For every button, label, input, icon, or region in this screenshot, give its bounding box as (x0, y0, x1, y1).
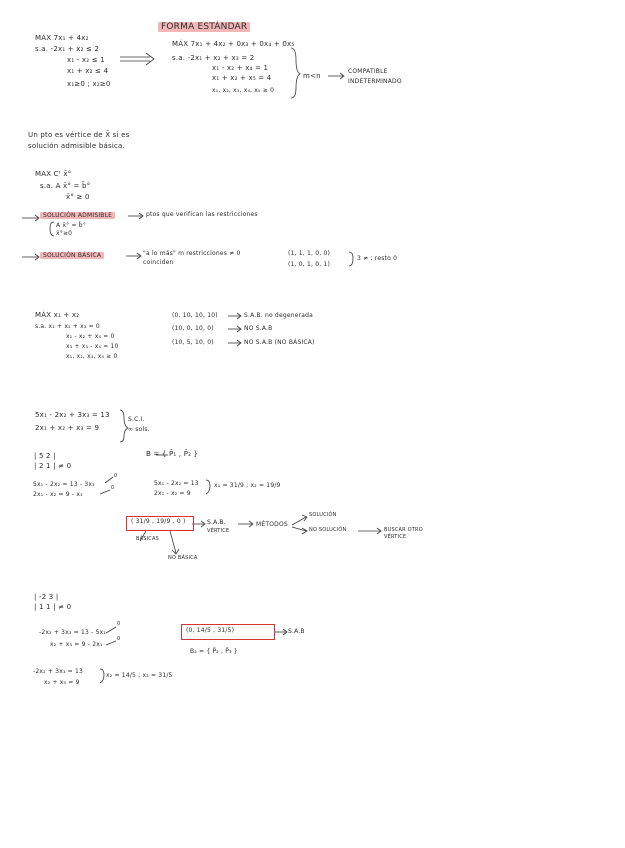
s3-sub1: 5x₁ - 2x₂ = 13 - 3x₃ (33, 481, 95, 488)
s3-xvals: x₁ = 31/9 ; x₂ = 19/9 (214, 482, 281, 489)
s3-sol1: 5x₁ - 2x₂ = 13 (154, 480, 199, 487)
page-title: FORMA ESTÁNDAR (158, 22, 250, 33)
s3-sab: S.A.B. (207, 519, 226, 526)
s2-point-2-result: NO S.A.B (244, 325, 273, 332)
vertex-note-line2: solución admisible básica. (28, 142, 125, 150)
adm-sys-2: x̄°≥0 (56, 230, 73, 237)
s3-zero-2: 0 (111, 485, 115, 491)
s4-basis: B₂ = { P̄₂ , P̄₃ } (190, 648, 238, 655)
s2-c1: s.a. x₁ + x₂ + x₃ = 0 (35, 323, 100, 330)
s4-det-row1: | -2 3 | (34, 593, 59, 601)
s2-point-3-result: NO S.A.B (NO BÁSICA) (244, 339, 315, 346)
basica-example-2: (1, 0, 1, 0, 1) (288, 261, 331, 268)
s4-sol2: x₂ + x₃ = 9 (44, 679, 80, 686)
s2-c3: x₃ + x₃ - x₄ = 10 (66, 343, 119, 350)
s1-right-c4: x₁, x₂, x₃, x₄, x₅ ≥ 0 (212, 87, 275, 94)
solucion-admisible-desc: ptos que verifican las restricciones (146, 211, 258, 218)
s3-vertex: VÉRTICE (207, 528, 230, 534)
s4-zero-1: 0 (117, 621, 121, 627)
brace (291, 48, 300, 98)
s3-sub2: 2x₁ - x₂ = 9 - x₃ (33, 491, 83, 498)
vertex-note-line1: Un pto es vértice de X̄ si es (28, 131, 130, 139)
s2-point-2: (10, 0, 10, 0) (172, 325, 214, 332)
s3-basicas: BÁSICAS (136, 536, 159, 542)
s3-det-row1: | 5 2 | (34, 452, 56, 460)
basica-result: 3 ≠ ; resto 0 (357, 255, 398, 262)
s1-right-c2: x₁ - x₂ + x₄ = 1 (212, 64, 269, 72)
s1-left-c2: x₁ - x₂ ≤ 1 (67, 56, 105, 64)
result-compatible: COMPATIBLE (348, 68, 388, 75)
s4-det-row2: | 1 1 | ≠ 0 (34, 603, 72, 611)
s3-method-no-solucion: NO SOLUCIÓN (309, 527, 347, 533)
s3-det-row2: | 2 1 | ≠ 0 (34, 462, 72, 470)
adm-sys-1: A x̄° = b̄° (56, 222, 87, 229)
result-indeterminado: INDETERMINADO (348, 78, 402, 85)
s2-point-3: (10, 5, 10, 0) (172, 339, 214, 346)
solucion-basica-desc1: "a lo más" m restricciones ≠ 0 (143, 250, 241, 257)
general-c1: s.a. A x̄° = b̄° (40, 182, 91, 190)
s1-right-objective: MÁX 7x₁ + 4x₂ + 0x₃ + 0x₄ + 0x₅ (172, 40, 295, 48)
solucion-basica-desc2: coinciden (143, 259, 174, 266)
s3-infinite-sols: ∞ sols. (128, 426, 150, 433)
s4-zero-2: 0 (117, 636, 121, 642)
general-objective: MAX Cᵗ x̄° (35, 170, 72, 178)
m-lt-n: m<n (303, 72, 321, 80)
solucion-admisible-label: SOLUCIÓN ADMISIBLE (40, 212, 115, 220)
s2-c2: x₁ - x₂ + x₄ = 0 (66, 333, 115, 340)
s1-right-c3: x₁ + x₂ + x₅ = 4 (212, 74, 272, 82)
s1-right-c1: s.a. -2x₁ + x₂ + x₃ = 2 (172, 54, 255, 62)
general-c2: x̄° ≥ 0 (66, 193, 90, 201)
s1-left-c1: s.a. -2x₁ + x₂ ≤ 2 (35, 45, 100, 53)
s3-sci: S.C.I. (128, 416, 145, 423)
s2-point-1-result: S.A.B. no degenerada (244, 312, 314, 319)
s1-left-c4: x₁≥0 ; x₂≥0 (67, 80, 111, 88)
s3-no-basica: NO BÁSICA (168, 555, 198, 561)
s4-sub1: -2x₂ + 3x₃ = 13 - 5x₁ (39, 629, 106, 636)
s2-objective: MÁX x₁ + x₂ (35, 311, 80, 319)
s3-eq2: 2x₁ + x₂ + x₃ = 9 (35, 424, 100, 432)
s3-metodos: MÉTODOS (256, 521, 288, 528)
s3-zero-1: 0 (114, 473, 118, 479)
s3-method-otro-vertice: BUSCAR OTRO VÉRTICE (384, 527, 423, 540)
solucion-basica-label: SOLUCIÓN BÁSICA (40, 252, 104, 260)
s3-point: ( 31/9 , 19/9 , 0 ) (131, 518, 186, 525)
s4-point: (0, 14/5 , 31/5) (186, 627, 235, 634)
s4-sol1: -2x₂ + 3x₃ = 13 (33, 668, 84, 675)
s4-sub2: x₂ + x₃ = 9 - 2x₁ (50, 641, 103, 648)
s4-xvals: x₂ = 14/5 ; x₃ = 31/5 (106, 672, 173, 679)
s3-basis: B = { P̄₁ , P̄₂ } (146, 450, 199, 458)
s4-sab: S.A.B (288, 628, 305, 635)
s3-eq1: 5x₁ - 2x₂ + 3x₃ = 13 (35, 411, 110, 419)
s3-method-solucion: SOLUCIÓN (309, 512, 337, 518)
s2-c4: x₁, x₂, x₃, x₄ ≥ 0 (66, 353, 118, 360)
basica-example-1: (1, 1, 1, 0, 0) (288, 250, 331, 257)
s1-left-objective: MÁX 7x₁ + 4x₂ (35, 34, 89, 42)
s2-point-1: (0, 10, 10, 10) (172, 312, 218, 319)
s3-sol2: 2x₁ - x₂ = 9 (154, 490, 191, 497)
s1-left-c3: x₁ + x₂ ≤ 4 (67, 67, 109, 75)
